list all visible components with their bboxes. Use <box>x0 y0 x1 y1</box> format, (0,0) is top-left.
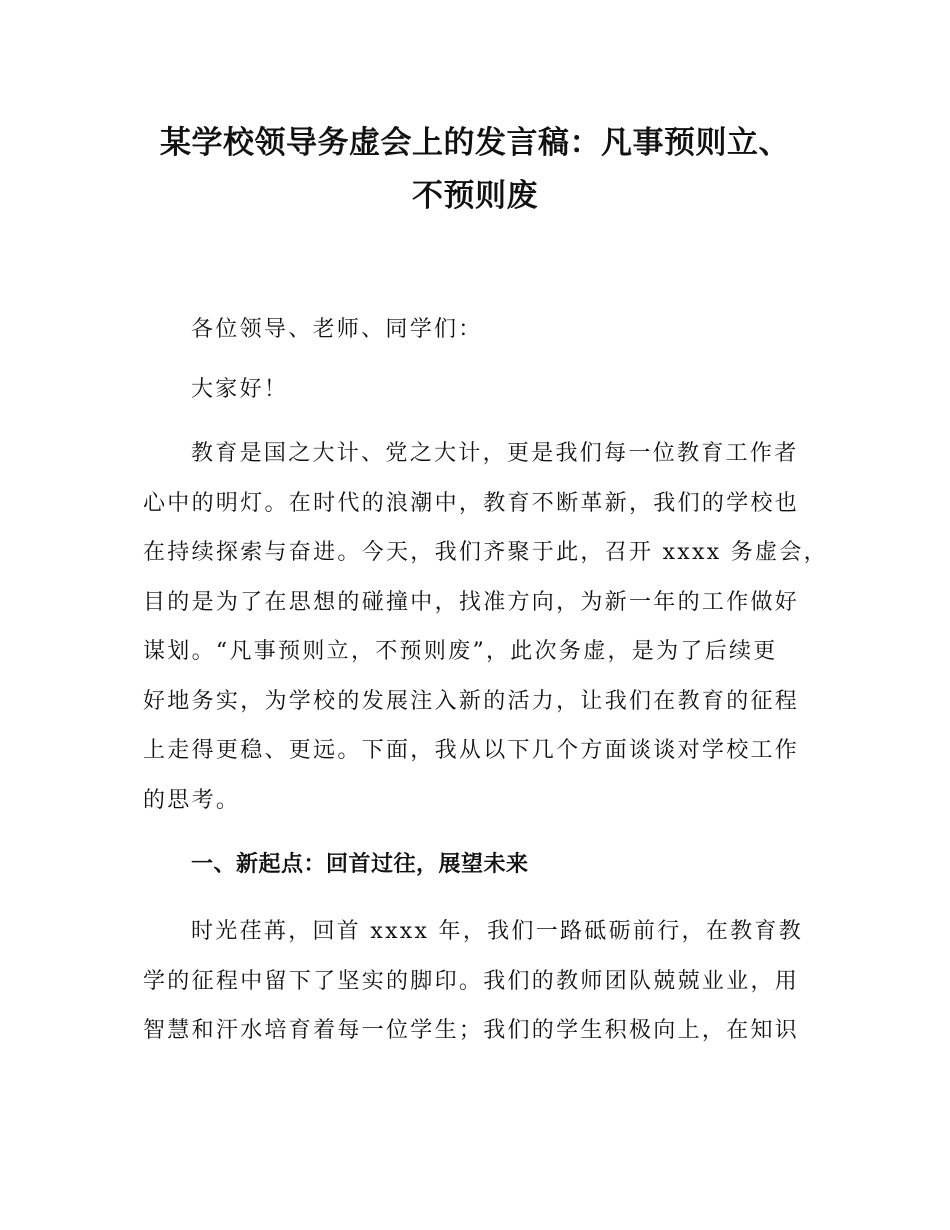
paragraph-line: 目的是为了在思想的碰撞中，找准方向，为新一年的工作做好 <box>143 589 800 615</box>
paragraph-line: 谋划。“凡事预则立，不预则废”，此次务虚，是为了后续更 <box>143 639 778 664</box>
document-title <box>120 117 830 223</box>
paragraph-line: 学的征程中留下了坚实的脚印。我们的教师团队兢兢业业，用 <box>143 968 800 994</box>
title-line: 某学校领导务虚会上的发言稿：凡事预则立、 <box>160 125 790 161</box>
title-line: 不预则废 <box>412 178 538 214</box>
salutation: 各位领导、老师、同学们： <box>191 317 483 342</box>
greeting-block <box>143 365 813 415</box>
greeting: 大家好！ <box>191 377 289 402</box>
salutation-block <box>143 305 813 355</box>
paragraph-line: 好地务实，为学校的发展注入新的活力，让我们在教育的征程 <box>143 688 800 714</box>
section-heading: 一、新起点：回首过往，展望未来 <box>191 852 529 877</box>
paragraph-line: 教育是国之大计、党之大计，更是我们每一位教育工作者 <box>191 441 799 466</box>
paragraph-line: 在持续探索与奋进。今天，我们齐聚于此，召开 xxxx 务虚会， <box>143 540 828 565</box>
paragraph-line: 上走得更稳、更远。下面，我从以下几个方面谈谈对学校工作 <box>143 738 800 763</box>
paragraph-intro <box>143 429 828 825</box>
paragraph-line: 时光荏苒，回首 xxxx 年，我们一路砥砺前行，在教育教 <box>191 919 804 944</box>
paragraph-line: 的思考。 <box>143 787 241 813</box>
paragraph-line: 智慧和汗水培育着每一位学生；我们的学生积极向上，在知识 <box>143 1018 800 1043</box>
paragraph-review <box>143 907 813 1056</box>
paragraph-line: 心中的明灯。在时代的浪潮中，教育不断革新，我们的学校也 <box>143 490 800 516</box>
